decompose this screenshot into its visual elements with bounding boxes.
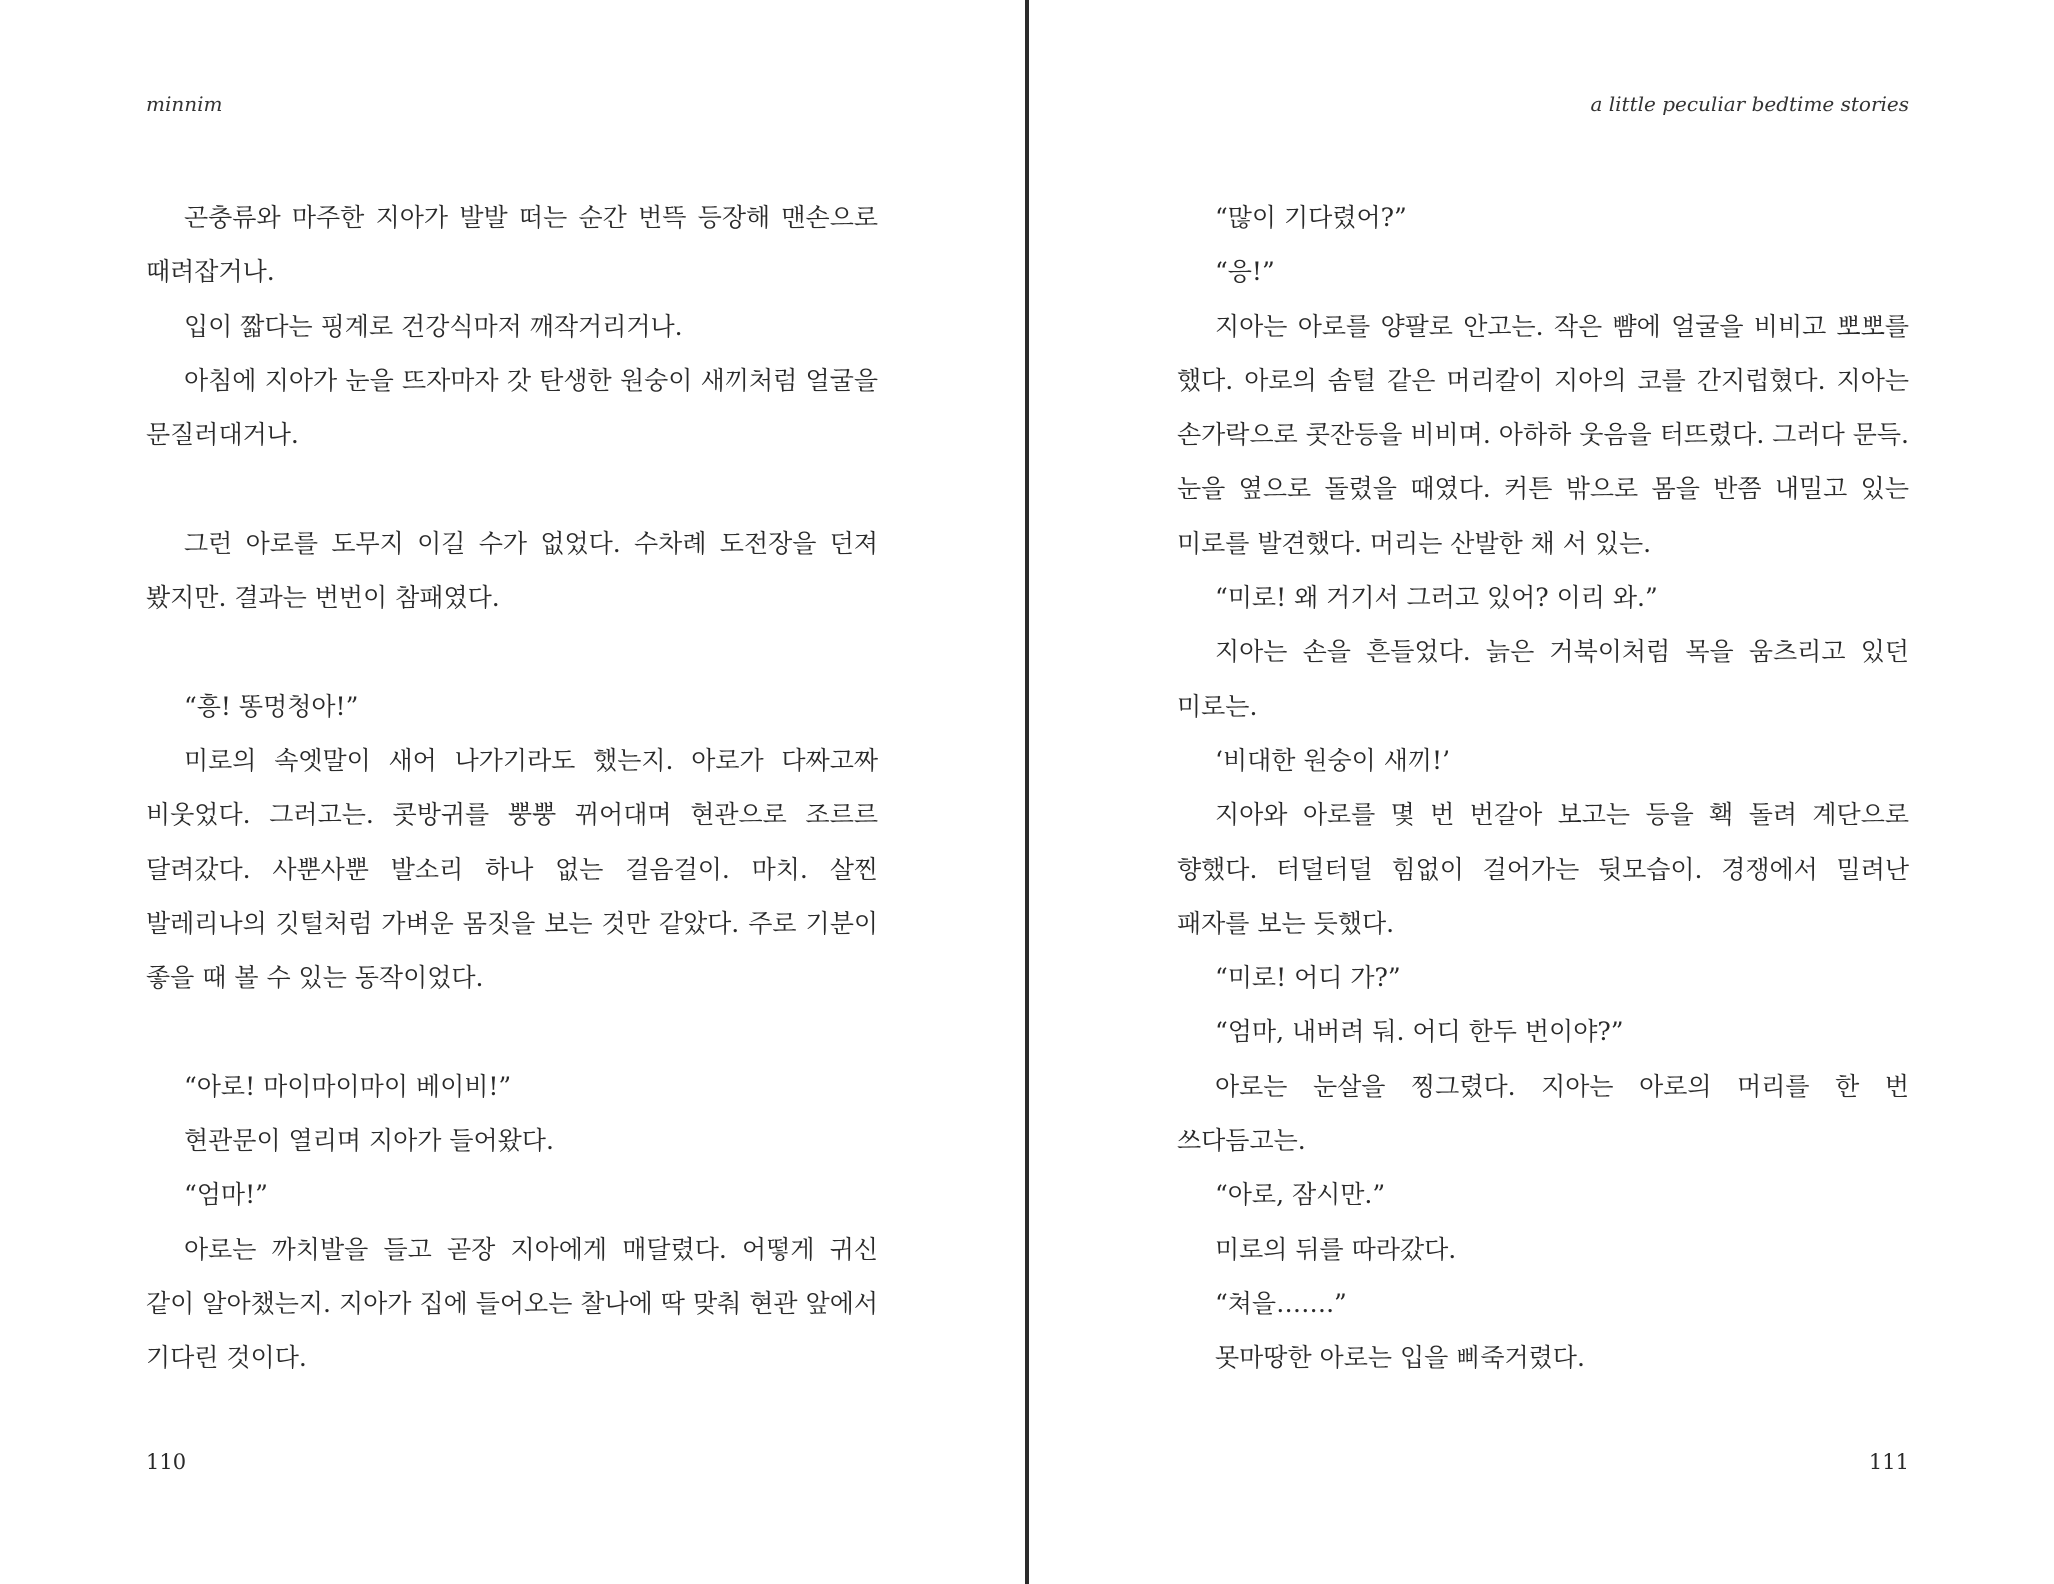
left-page-body [146,191,878,1386]
paragraph: ‘비대한 원숭이 새끼!’ [1215,745,1451,775]
paragraph: 곤충류와 마주한 지아가 발발 떠는 순간 번뜩 등장해 맨손으로 때려잡거나. [146,203,878,287]
paragraph: “미로! 왜 거기서 그러고 있어? 이리 와.” [1215,583,1658,613]
paragraph: “아로, 잠시만.” [1215,1180,1386,1210]
paragraph: 아로는 눈살을 찡그렸다. 지아는 아로의 머리를 한 번 쓰다듬고는. [1177,1071,1909,1156]
paragraph: 못마땅한 아로는 입을 삐죽거렸다. [1215,1343,1585,1373]
paragraph: 그런 아로를 도무지 이길 수가 없었다. 수차례 도전장을 던져 봤지만. 결과는 번번이 참패였다. [146,528,878,613]
page-number: 110 [146,1450,187,1474]
right-page-body [1177,191,1909,1386]
paragraph: “흥! 똥멍청아!” [184,691,359,721]
paragraph-break [146,625,878,679]
paragraph: 지아와 아로를 몇 번 번갈아 보고는 등을 홱 돌려 계단으로 향했다. 터덜터덜 힘없이 걸어가는 뒷모습이. 경쟁에서 밀려난 패자를 보는 듯했다. [1177,800,1909,938]
left-page [146,0,878,1584]
paragraph: 현관문이 열리며 지아가 들어왔다. [184,1126,554,1156]
paragraph: “아로! 마이마이마이 베이비!” [184,1071,512,1101]
paragraph: “응!” [1215,257,1275,287]
paragraph: 아로는 까치발을 들고 곧장 지아에게 매달렸다. 어떻게 귀신 같이 알아챘는지. 지아가 집에 들어오는 찰나에 딱 맞춰 현관 앞에서 기다린 것이다. [146,1234,878,1373]
paragraph: 미로의 속엣말이 새어 나가기라도 했는지. 아로가 다짜고짜 비웃었다. 그러고는. 콧방귀를 뿡뿡 뀌어대며 현관으로 조르르 달려갔다. 사뿐사뿐 발소리 하나 없는 걸음걸이. 마치. 살찐 발레리나의 깃털처럼 가벼운 몸짓을 보는 것만 같았다. 주로 기분이 좋을 때 볼 수 있는 동작이었다. [146,745,878,993]
running-head-author: minnim [146,92,223,116]
paragraph: 미로의 뒤를 따라갔다. [1215,1234,1457,1264]
paragraph-break [146,462,878,516]
paragraph: “쳐을…….” [1215,1288,1347,1318]
paragraph: 입이 짧다는 핑계로 건강식마저 깨작거리거나. [184,311,683,341]
page-number: 111 [1868,1450,1909,1474]
paragraph: “엄마!” [184,1180,268,1210]
spine-divider [1025,0,1029,1584]
right-page [1177,0,1909,1584]
paragraph: “미로! 어디 가?” [1215,963,1401,993]
running-head-title: a little peculiar bedtime stories [1590,92,1909,116]
paragraph: 지아는 손을 흔들었다. 늙은 거북이처럼 목을 움츠리고 있던 미로는. [1177,637,1909,721]
paragraph: “많이 기다렸어?” [1215,203,1407,232]
paragraph: 지아는 아로를 양팔로 안고는. 작은 뺨에 얼굴을 비비고 뽀뽀를 했다. 아로의 솜털 같은 머리칼이 지아의 코를 간지럽혔다. 지아는 손가락으로 콧잔등을 비비며. 아하하 웃음을 터뜨렸다. 그러다 문득. 눈을 옆으로 돌렸을 때였다. 커튼 밖으로 몸을 반쯤 내밀고 있는 미로를 발견했다. 머리는 산발한 채 서 있는. [1177,311,1909,558]
paragraph: 아침에 지아가 눈을 뜨자마자 갓 탄생한 원숭이 새끼처럼 얼굴을 문질러대거나. [146,365,878,450]
paragraph: “엄마, 내버려 둬. 어디 한두 번이야?” [1215,1017,1624,1047]
paragraph-break [146,1005,878,1059]
